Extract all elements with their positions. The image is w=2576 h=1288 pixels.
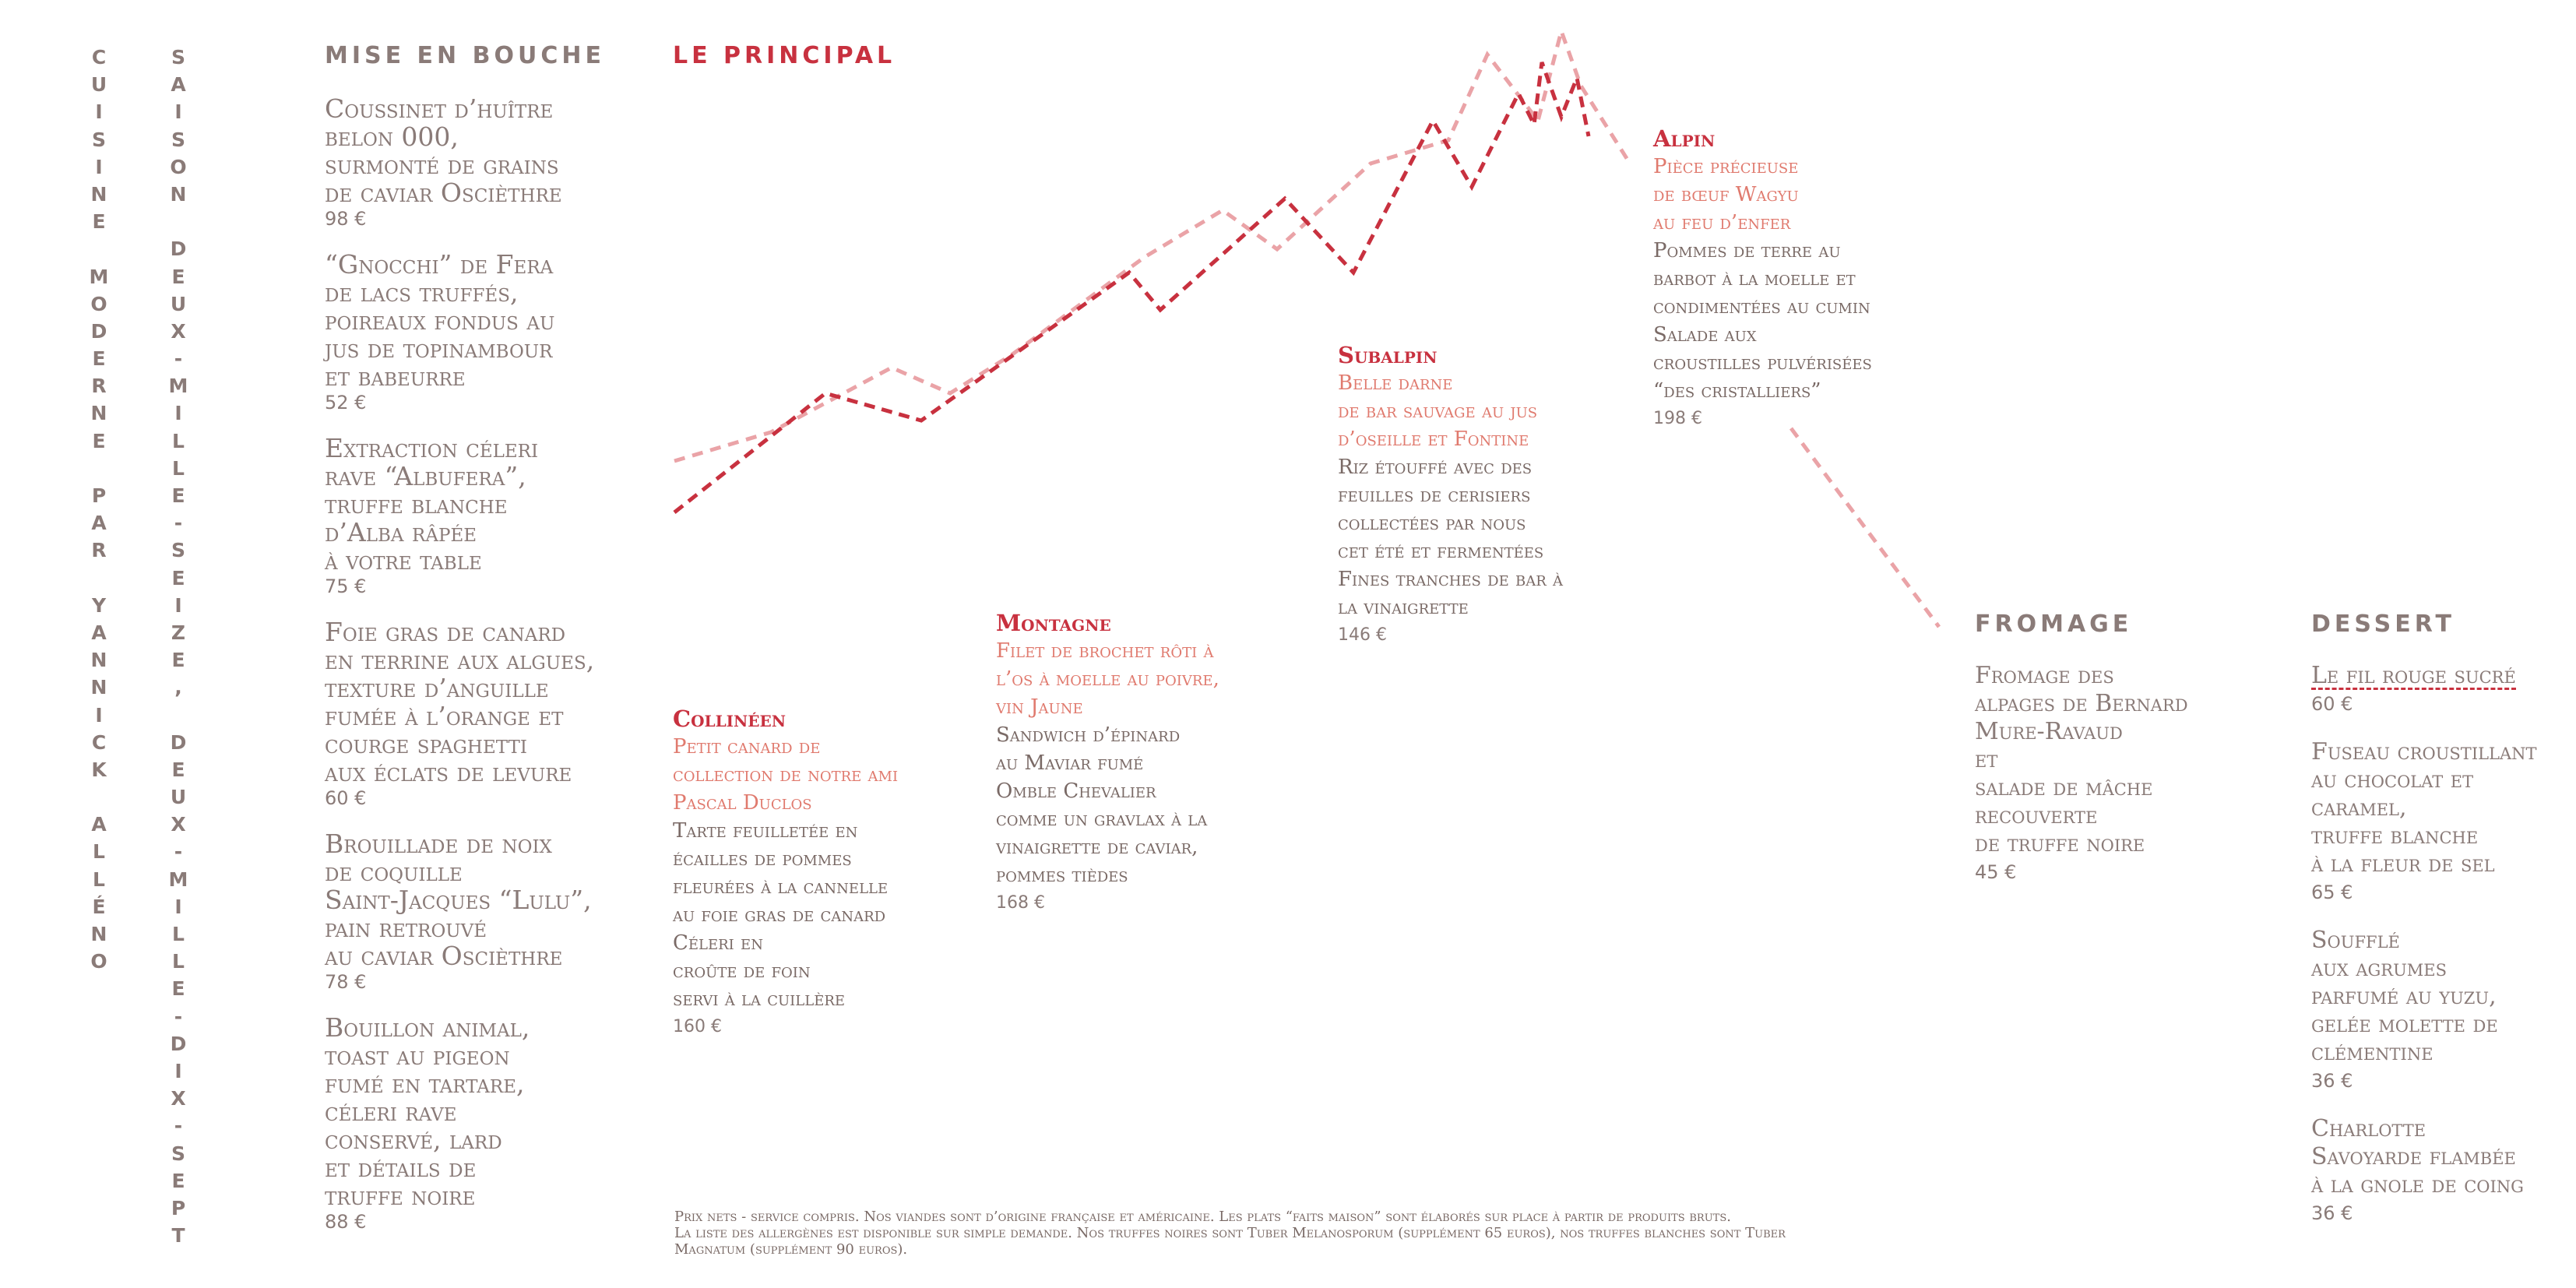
dessert-line: à la gnole de coing [2311,1171,2524,1198]
side-title-right [163,44,194,1249]
dessert-line: Le fil rouge sucré [2311,662,2516,689]
dish-main-ingredient: Belle darne [1338,371,1453,395]
dessert-price: 60 € [2311,693,2353,715]
dish-price: 168 € [996,893,1045,913]
side-title-left [83,44,114,975]
cheese-block [1975,662,2240,886]
starter-description [325,830,605,970]
dessert-line: gelée molette de [2311,1011,2498,1038]
vertical-letter: L [172,950,185,973]
starter-description [325,435,605,575]
dish-main-ingredient: d’oseille et Fontine [1338,428,1529,451]
starter-price: 60 € [325,787,367,809]
dish-name: Montagne [996,610,1111,636]
dessert-line: caramel, [2311,794,2407,822]
starter-description [325,1014,605,1210]
dessert-price: 36 € [2311,1070,2353,1092]
dish-garnish: croûte de foin [673,959,811,983]
dish-garnish: fleurées à la cannelle [673,875,889,899]
starter-line: courge spaghetti [325,729,527,759]
dish-garnish: pommes tièdes [996,864,1128,887]
vertical-letter: U [170,786,187,809]
vertical-letter: X [171,319,186,343]
dish-montagne [996,609,1219,917]
dish-garnish: Omble Chevalier [996,779,1156,803]
starter-line: surmonté de grains [325,150,559,180]
vertical-letter: I [95,100,103,124]
vertical-letter [83,455,114,482]
vertical-letter: S [171,539,185,562]
vertical-letter: I [95,155,103,178]
starter-description [325,618,605,787]
vertical-letter: T [171,1224,185,1248]
dish-garnish: collectées par nous [1338,512,1526,535]
main-title: LE PRINCIPAL [673,42,896,69]
vertical-letter: N [90,676,107,699]
starter-line: Saint-Jacques “Lulu”, [325,885,592,915]
starter-line: Extraction céleri [325,433,539,463]
starter-item [325,830,605,994]
starter-line: aux éclats de levure [325,757,572,787]
starter-line: et détails de [325,1153,477,1183]
dish-main-ingredient: Pièce précieuse [1653,155,1799,178]
dish-garnish: Salade aux [1653,323,1757,347]
dish-main-ingredient: de bœuf Wagyu [1653,183,1799,206]
vertical-letter: - [174,840,183,864]
dish-garnish: écailles de pommes [673,847,852,871]
starter-line: conservé, lard [325,1124,502,1155]
dessert-line: clémentine [2311,1039,2433,1066]
starter-line: truffe noire [325,1181,476,1211]
vertical-letter: M [89,265,109,288]
dessert-price: 65 € [2311,882,2353,903]
starter-line: poireaux fondus au [325,305,555,336]
vertical-letter: E [92,429,106,452]
dessert-item [2311,662,2568,718]
vertical-letter: S [171,128,185,151]
dish-main-ingredient: l’os à moelle au poivre, [996,667,1219,691]
vertical-letter: U [90,73,107,97]
vertical-letter: D [90,319,107,343]
dessert-item [2311,1115,2568,1227]
vertical-letter: N [170,182,187,206]
vertical-letter: - [174,1114,183,1138]
vertical-letter: E [171,1169,185,1192]
vertical-letter [83,235,114,262]
vertical-letter: E [92,347,106,371]
vertical-letter: É [92,895,106,918]
vertical-letter: I [174,402,182,425]
starter-description [325,251,605,391]
vertical-letter: C [91,46,107,69]
dessert-price: 36 € [2311,1202,2353,1224]
vertical-letter: E [171,649,185,672]
cheese-line: salade de mâche [1975,774,2153,801]
vertical-letter: E [171,758,185,781]
vertical-letter: P [91,484,107,507]
vertical-letter: D [170,730,187,754]
vertical-letter: E [171,977,185,1001]
vertical-letter: N [90,182,107,206]
vertical-letter: L [172,429,185,452]
vertical-letter: R [91,375,107,398]
starter-line: jus de topinambour [325,333,553,364]
starter-price: 98 € [325,208,367,230]
dish-garnish: Fines tranches de bar à [1338,568,1564,591]
vertical-letter: E [92,210,106,234]
vertical-letter: Z [171,621,186,644]
starter-line: céleri rave [325,1096,457,1127]
dish-main-ingredient: Petit canard de [673,735,821,758]
cheese-line: Fromage des [1975,662,2114,689]
starter-line: belon 000, [325,121,459,152]
vertical-letter: I [174,895,182,918]
vertical-letter: I [174,100,182,124]
dish-garnish: barbot à la moelle et [1653,267,1856,290]
starter-price: 52 € [325,392,367,413]
dish-garnish: comme un gravlax à la [996,808,1208,831]
vertical-letter: N [90,649,107,672]
vertical-letter: S [91,128,106,151]
cheese-line: recouverte [1975,802,2098,829]
dish-name: Alpin [1653,125,1716,152]
dish-garnish: feuilles de cerisiers [1338,484,1531,507]
dessert-line: Soufflé [2311,927,2400,954]
starter-line: toast au pigeon [325,1040,510,1071]
dessert-item [2311,738,2568,906]
starter-description [325,95,605,207]
dish-main-ingredient: au feu d’enfer [1653,211,1791,234]
dish-collineen [673,705,898,1041]
dish-garnish: cet été et fermentées [1338,540,1544,563]
cheese-price: 45 € [1975,861,2017,883]
dish-garnish: croustilles pulvérisées [1653,351,1872,375]
starter-line: d’Alba râpée [325,517,477,547]
cheese-line: alpages de Bernard [1975,690,2188,717]
starter-line: texture d’anguille [325,673,549,703]
vertical-letter: E [171,265,185,288]
vertical-letter: M [168,375,188,398]
vertical-letter: O [90,950,107,973]
vertical-letter: - [174,512,183,535]
vertical-letter: O [170,155,187,178]
dessert-line: Savoyarde flambée [2311,1143,2516,1170]
footer-line: Magnatum (supplément 90 euros). [674,1241,908,1258]
dish-garnish: Tarte feuilletée en [673,819,858,843]
dish-alpin [1653,125,1872,433]
cheese-line: de truffe noire [1975,830,2145,857]
dish-price: 160 € [673,1017,722,1036]
starter-line: fumé en tartare, [325,1068,525,1099]
vertical-letter: X [171,1087,186,1110]
footer-line: La liste des allergènes est disponible sur simple demande. Nos truffes noires sont Tuber Melanosporum (supplément 65 euros), nos truffes blanches sont Tuber [674,1225,1786,1241]
vertical-letter: S [171,1142,185,1165]
starter-line: truffe blanche [325,489,508,519]
vertical-letter: I [174,593,182,617]
vertical-letter: - [174,1005,183,1028]
starter-item [325,435,605,598]
starter-line: rave “Albufera”, [325,461,526,491]
vertical-letter: M [168,867,188,891]
dessert-line: aux agrumes [2311,955,2448,982]
dessert-list [2311,662,2568,1248]
starter-line: fumée à l’orange et [325,701,564,731]
dish-garnish: servi à la cuillère [673,987,846,1011]
vertical-letter: L [172,923,185,945]
vertical-letter: L [93,840,105,864]
starter-line: “Gnocchi” de Fera [325,249,554,280]
dish-main-ingredient: vin Jaune [996,695,1083,719]
vertical-letter: N [90,923,107,945]
dish-garnish: Pommes de terre au [1653,239,1841,262]
dish-subalpin [1338,341,1563,649]
starter-item [325,251,605,414]
dish-garnish: Sandwich d’épinard [996,723,1181,747]
starter-item [325,1014,605,1233]
starter-line: en terrine aux algues, [325,645,595,675]
dish-garnish: la vinaigrette [1338,596,1469,619]
starter-line: Coussinet d’huître [325,93,554,124]
vertical-letter: I [174,1059,182,1082]
vertical-letter: R [91,539,107,562]
vertical-letter [163,208,194,235]
vertical-letter: I [95,703,103,727]
starter-line: Foie gras de canard [325,617,566,647]
cheese-title: FROMAGE [1975,611,2133,638]
dish-garnish: condimentées au cumin [1653,295,1870,318]
dessert-item [2311,927,2568,1095]
starter-line: Bouillon animal, [325,1012,530,1043]
starter-line: Brouillade de noix [325,829,552,859]
starter-line: de caviar Oscièthre [325,178,562,208]
dish-name: Subalpin [1338,342,1438,368]
vertical-letter: U [170,292,187,315]
dessert-line: truffe blanche [2311,822,2479,850]
vertical-letter: D [170,238,187,261]
starter-item [325,95,605,231]
starter-line: pain retrouvé [325,913,487,943]
starter-line: et babeurre [325,361,466,392]
dish-price: 146 € [1338,625,1387,645]
vertical-letter: A [91,621,107,644]
cheese-line: Mure-Ravaud [1975,718,2123,745]
dessert-line: Fuseau croustillant [2311,738,2537,765]
dessert-line: parfumé au yuzu, [2311,983,2497,1010]
vertical-letter: , [174,676,182,699]
dessert-line: à la fleur de sel [2311,850,2495,878]
footer-notice [674,1209,1858,1258]
vertical-letter: C [91,730,107,754]
dish-garnish: Riz étouffé avec des [1338,456,1533,479]
vertical-letter: A [91,512,107,535]
dish-main-ingredient: Filet de brochet rôti à [996,639,1214,663]
dish-main-ingredient: de bar sauvage au jus [1338,399,1538,423]
starter-price: 75 € [325,575,367,597]
vertical-letter: S [171,46,185,69]
mountain-line-light-descent [1791,428,1939,627]
starter-line: au caviar Oscièthre [325,941,563,971]
vertical-letter: L [93,867,105,891]
starter-line: de coquille [325,857,463,887]
vertical-letter: K [91,758,107,781]
vertical-letter: E [171,566,185,589]
starter-line: de lacs truffés, [325,277,519,308]
vertical-letter: A [171,73,186,97]
dish-garnish: Céleri en [673,931,763,955]
vertical-letter: E [171,484,185,507]
vertical-letter: N [90,402,107,425]
starters-list [325,95,605,1254]
dish-garnish: au foie gras de canard [673,903,886,927]
starter-price: 78 € [325,971,367,993]
dessert-line: au chocolat et [2311,766,2474,794]
vertical-letter: A [91,813,107,836]
vertical-letter [163,702,194,729]
dish-price: 198 € [1653,409,1702,428]
starter-item [325,618,605,810]
vertical-letter: Y [91,593,107,617]
vertical-letter: D [170,1032,187,1055]
vertical-letter: - [174,347,183,371]
dish-main-ingredient: Pascal Duclos [673,791,812,815]
starter-price: 88 € [325,1211,367,1233]
vertical-letter [83,783,114,811]
dessert-line: Charlotte [2311,1115,2426,1142]
dessert-title: DESSERT [2311,611,2455,638]
starter-line: à votre table [325,545,482,575]
dish-garnish: vinaigrette de caviar, [996,836,1198,859]
dish-garnish: “des cristalliers” [1653,379,1821,403]
cheese-line: et [1975,746,1998,773]
vertical-letter: L [172,456,185,480]
vertical-letter: O [90,292,107,315]
vertical-letter [83,565,114,592]
vertical-letter: P [171,1196,186,1219]
footer-line: Prix nets - service compris. Nos viandes sont d’origine française et américaine. Les plats “faits maison” sont élaborés sur place à partir de produits bruts. [674,1209,1731,1225]
dish-main-ingredient: collection de notre ami [673,763,899,787]
vertical-letter: X [171,813,186,836]
dish-name: Collinéen [673,706,787,732]
starters-title: MISE EN BOUCHE [325,42,605,69]
dish-garnish: au Maviar fumé [996,751,1144,775]
